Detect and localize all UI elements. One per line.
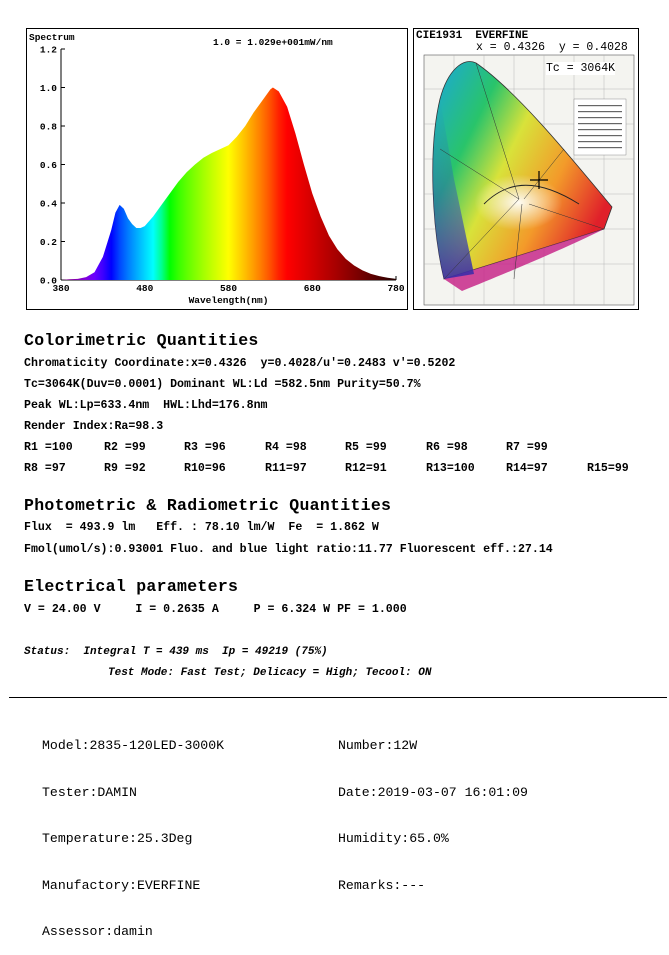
r-value: R13=100: [426, 462, 475, 475]
r-value: R12=91: [345, 462, 387, 475]
peak-wavelength-line: Peak WL:Lp=633.4nm HWL:Lhd=176.8nm: [24, 399, 268, 412]
r-value: R4 =98: [265, 441, 307, 454]
r-value: R2 =99: [104, 441, 146, 454]
footer-left: [42, 707, 224, 955]
y-tick-label: 0.2: [39, 237, 57, 248]
footer-date: Date:2019-03-07 16:01:09: [338, 784, 528, 800]
x-tick-label: 480: [136, 283, 154, 294]
cie-legend: [574, 99, 626, 155]
footer-humidity: Humidity:65.0%: [338, 831, 449, 846]
r-value: R10=96: [184, 462, 226, 475]
chromaticity-line: Chromaticity Coordinate:x=0.4326 y=0.4028/u'=0.2483 v'=0.5202: [24, 357, 456, 370]
r-value: R8 =97: [24, 462, 66, 475]
colorimetric-heading: Colorimetric Quantities: [24, 331, 259, 350]
spectrum-area: [61, 88, 396, 281]
footer-assessor: Assessor:damin: [42, 924, 153, 939]
y-tick-label: 0.8: [39, 121, 57, 133]
x-tick-label: 380: [52, 283, 70, 294]
footer-remarks: Remarks:---: [338, 877, 426, 893]
spectrum-plot: [26, 28, 408, 310]
render-index-row-2: [24, 462, 664, 478]
y-tick-label: 1.2: [39, 44, 57, 56]
y-tick-label: 0.0: [39, 275, 57, 287]
color-temperature-line: Tc=3064K(Duv=0.0001) Dominant WL:Ld =582.5nm Purity=50.7%: [24, 378, 421, 391]
cie-xy-readout: x = 0.4326 y = 0.4028: [476, 41, 628, 54]
y-tick-label: 0.4: [39, 198, 57, 210]
render-index-line: Render Index:Ra=98.3: [24, 420, 164, 433]
r-value: R14=97: [506, 462, 548, 475]
test-mode-line: Test Mode: Fast Test; Delicacy = High; Tecool: ON: [108, 667, 432, 679]
footer-right: [338, 707, 528, 909]
r-value: R15=99: [587, 462, 629, 475]
footer-number: Number:12W: [338, 738, 418, 753]
electrical-line: V = 24.00 V I = 0.2635 A P = 6.324 W PF = 1.000: [24, 603, 407, 616]
r-value: R9 =92: [104, 462, 146, 475]
cie-title: CIE1931 EVERFINE: [416, 30, 529, 42]
r-value: R3 =96: [184, 441, 226, 454]
r-value: R6 =98: [426, 441, 468, 454]
r-value: R11=97: [265, 462, 307, 475]
x-tick-label: 780: [387, 283, 405, 294]
y-tick-label: 1.0: [39, 83, 57, 94]
flux-line: Flux = 493.9 lm Eff. : 78.10 lm/W Fe = 1.862 W: [24, 521, 379, 534]
status-line: Status: Integral T = 439 ms Ip = 49219 (75%): [24, 646, 328, 658]
r-value: R5 =99: [345, 441, 387, 454]
r-value: R7 =99: [506, 441, 548, 454]
photometric-heading: Photometric & Radiometric Quantities: [24, 496, 392, 515]
y-tick-label: 0.6: [39, 160, 57, 171]
footer-manufactory: Manufactory:EVERFINE: [42, 877, 201, 893]
x-tick-label: 680: [303, 283, 321, 294]
r-value: R1 =100: [24, 441, 73, 454]
footer-model: Model:2835-120LED-3000K: [42, 738, 225, 753]
render-index-row-1: [24, 441, 664, 457]
cie-tc-readout: Tc = 3064K: [546, 62, 616, 75]
fmol-line: Fmol(umol/s):0.93001 Fluo. and blue light ratio:11.77 Fluorescent eff.:27.14: [24, 543, 553, 556]
spectrum-label: Spectrum: [29, 32, 75, 43]
scale-note: 1.0 = 1.029e+001mW/nm: [213, 37, 333, 48]
footer-tester: Tester:DAMIN: [42, 784, 137, 800]
x-tick-label: 580: [219, 283, 238, 294]
footer-temperature: Temperature:25.3Deg: [42, 831, 193, 846]
electrical-heading: Electrical parameters: [24, 577, 239, 596]
x-axis-label: Wavelength(nm): [188, 295, 269, 306]
footer-divider: [9, 697, 667, 698]
